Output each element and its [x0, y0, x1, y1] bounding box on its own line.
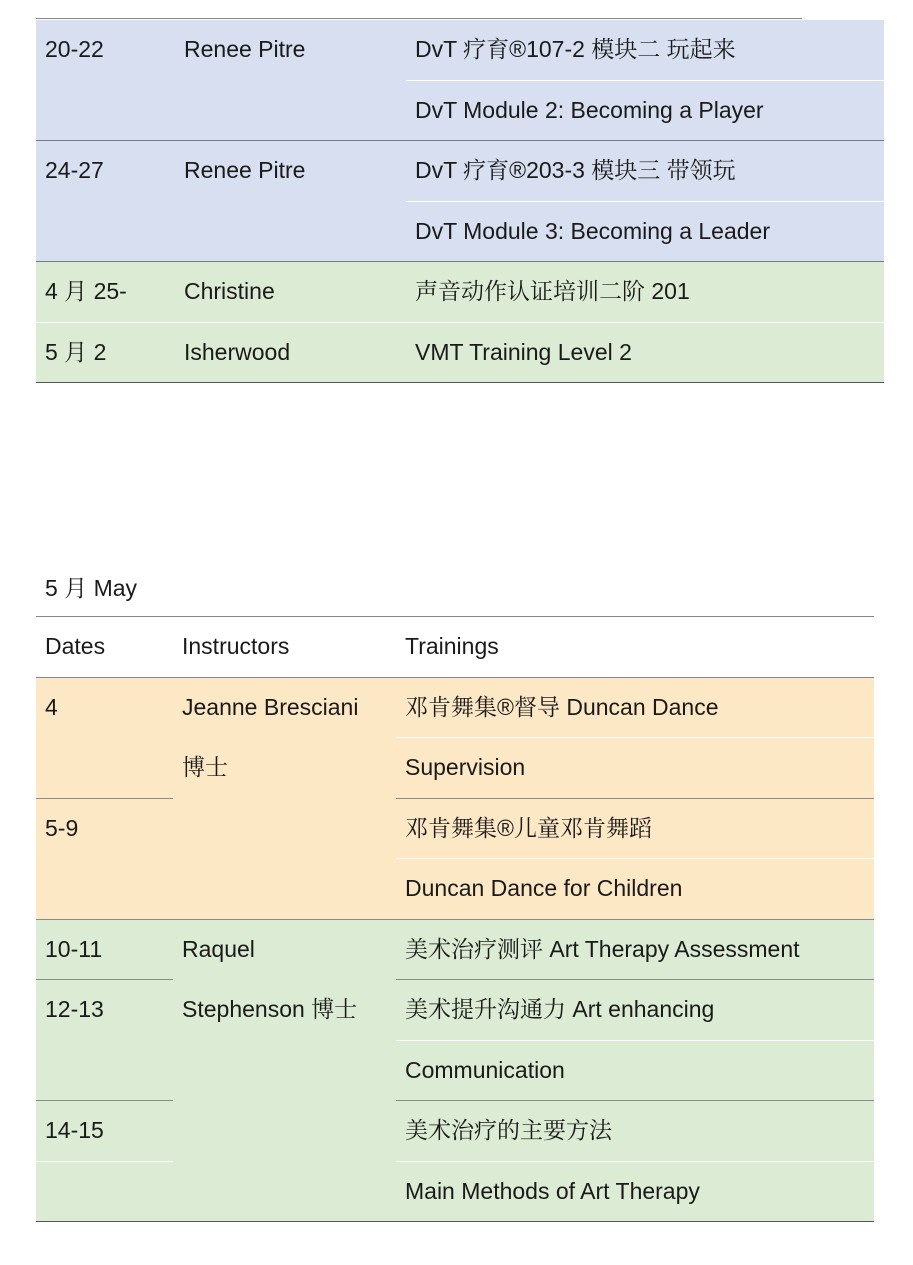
instructor-cell: Stephenson 博士: [173, 980, 396, 1041]
top-cropped-header: [0, 0, 913, 6]
instructor-cell: Isherwood: [175, 322, 406, 383]
dates-cell: 20-22: [36, 20, 175, 141]
table-row: [36, 1101, 874, 1162]
month-heading: 5 月 May: [45, 575, 138, 601]
training-cn-cell: DvT 疗育®107-2 模块二 玩起来: [406, 20, 884, 80]
training-cell: 美术治疗测评 Art Therapy Assessment: [396, 919, 874, 980]
training-cell: 邓肯舞集®督导 Duncan Dance: [396, 677, 874, 738]
empty-cell: [173, 1161, 396, 1222]
training-en-cell: DvT Module 2: Becoming a Player: [406, 80, 884, 141]
empty-cell: [173, 798, 396, 859]
empty-cell: [36, 859, 173, 920]
dates-cell: 10-11: [36, 919, 173, 980]
dates-cell: 12-13: [36, 980, 173, 1041]
table-row: [36, 677, 874, 738]
training-cell: Communication: [396, 1040, 874, 1101]
table-header-row: [36, 617, 874, 677]
table-row: [36, 1040, 874, 1101]
instructor-cell: Jeanne Bresciani: [173, 677, 396, 738]
table-row: [36, 1161, 874, 1222]
table-row: [36, 919, 874, 980]
empty-cell: [36, 1040, 173, 1101]
dates-cell: 24-27: [36, 141, 175, 262]
empty-cell: [173, 859, 396, 920]
training-en-cell: VMT Training Level 2: [406, 322, 884, 383]
empty-cell: [173, 1101, 396, 1162]
dates-cell: 4 月 25-: [36, 262, 175, 323]
april-schedule-table: [36, 20, 884, 383]
top-divider: [36, 18, 802, 19]
table-row: [36, 322, 884, 383]
training-cell: Main Methods of Art Therapy: [396, 1161, 874, 1222]
table-row: [36, 859, 874, 920]
header-instructors: Instructors: [173, 617, 396, 677]
training-en-cell: DvT Module 3: Becoming a Leader: [406, 201, 884, 262]
empty-cell: [173, 1040, 396, 1101]
table-row: [36, 798, 874, 859]
instructor-cell: Renee Pitre: [175, 20, 406, 141]
training-cell: 美术治疗的主要方法: [396, 1101, 874, 1162]
table-row: [36, 20, 884, 80]
instructor-cell: Raquel: [173, 919, 396, 980]
may-schedule-table: [36, 617, 874, 1222]
instructor-cell: Christine: [175, 262, 406, 323]
table-row: [36, 980, 874, 1041]
table-row: [36, 738, 874, 799]
dates-cell: 4: [36, 677, 173, 738]
table-row: [36, 262, 884, 323]
dates-cell: 5 月 2: [36, 322, 175, 383]
training-cell: 邓肯舞集®儿童邓肯舞蹈: [396, 798, 874, 859]
header-trainings: Trainings: [396, 617, 874, 677]
empty-cell: [36, 738, 173, 799]
empty-cell: [36, 1161, 173, 1222]
training-cn-cell: 声音动作认证培训二阶 201: [406, 262, 884, 323]
training-cell: Supervision: [396, 738, 874, 799]
training-cell: Duncan Dance for Children: [396, 859, 874, 920]
instructor-cell: Renee Pitre: [175, 141, 406, 262]
instructor-cell: 博士: [173, 738, 396, 799]
header-dates: Dates: [36, 617, 173, 677]
training-cell: 美术提升沟通力 Art enhancing: [396, 980, 874, 1041]
table-row: [36, 141, 884, 202]
dates-cell: 5-9: [36, 798, 173, 859]
training-cn-cell: DvT 疗育®203-3 模块三 带领玩: [406, 141, 884, 202]
dates-cell: 14-15: [36, 1101, 173, 1162]
